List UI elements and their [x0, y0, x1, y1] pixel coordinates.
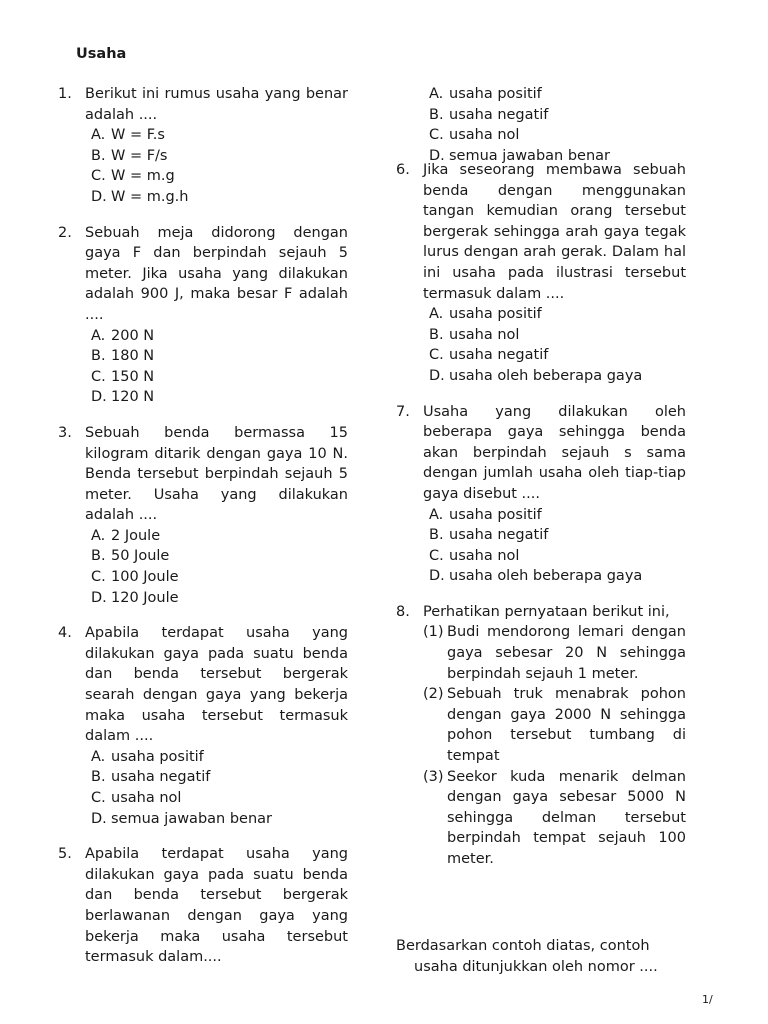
question-text: Apabila terdapat usaha yang dilakukan gaya pada suatu benda dan benda tersebut bergerak berlawanan dengan gaya yang bekerja maka usaha tersebut termasuk dalam....	[85, 846, 348, 966]
option-d: D. 120 N	[91, 389, 155, 406]
option-a: A. usaha positif	[429, 86, 542, 102]
question-text: Perhatikan pernyataan berikut ini,	[423, 603, 670, 620]
statement-2: (2) Sebuah truk menabrak pohon dengan gaya 2000 N sehingga pohon tersebut tumbang di tempat	[423, 686, 686, 765]
option-b: B. W = F/s	[91, 147, 168, 164]
question-number: 5.	[58, 846, 72, 863]
final-question-line-2: usaha ditunjukkan oleh nomor ....	[414, 958, 658, 975]
question-3	[58, 423, 348, 608]
page-number: 1/	[702, 993, 713, 1006]
option-c: C. usaha nol	[429, 547, 520, 564]
option-d: D. usaha oleh beberapa gaya	[429, 568, 643, 585]
option-d: D. usaha oleh beberapa gaya	[429, 367, 643, 384]
option-b: B. usaha negatif	[91, 769, 211, 786]
option-b: B. usaha nol	[429, 326, 520, 343]
question-number: 4.	[58, 625, 72, 642]
statement-1: (1) Budi mendorong lemari dengan gaya sebesar 20 N sehingga berpindah sejauh 1 meter.	[423, 624, 686, 682]
question-text: Apabila terdapat usaha yang dilakukan gaya pada suatu benda dan benda tersebut bergerak searah dengan gaya yang bekerja maka usaha tersebut termasuk dalam ....	[85, 625, 348, 745]
question-1	[58, 84, 348, 208]
question-number: 7.	[396, 403, 410, 420]
question-text: Usaha yang dilakukan oleh beberapa gaya sehingga benda akan berpindah sejauh s sama dengan jumlah usaha oleh tiap-tiap gaya disebut ....	[423, 403, 686, 502]
option-c: C. 100 Joule	[91, 569, 179, 586]
question-2	[58, 223, 348, 408]
question-6	[396, 160, 686, 387]
question-number: 3.	[58, 424, 72, 441]
option-a: A. usaha positif	[91, 748, 204, 765]
question-number: 8.	[396, 603, 410, 620]
question-text: Sebuah benda bermassa 15 kilogram ditarik dengan gaya 10 N. Benda tersebut berpindah sejauh 5 meter. Usaha yang dilakukan adalah ....	[85, 424, 348, 524]
option-a: A. 200 N	[91, 327, 155, 344]
question-text: Berikut ini rumus usaha yang benar adalah ....	[85, 86, 348, 123]
option-c: C. usaha negatif	[429, 347, 549, 364]
question-text: Sebuah meja didorong dengan gaya F dan berpindah sejauh 5 meter. Jika usaha yang dilakukan adalah 900 J, maka besar F adalah ....	[85, 224, 348, 323]
left-column	[58, 84, 348, 983]
statement-list	[423, 622, 686, 869]
final-question-line-1: Berdasarkan contoh diatas, contoh	[396, 938, 650, 954]
option-b: B. 180 N	[91, 348, 155, 365]
option-c: C. usaha nol	[91, 790, 182, 806]
option-a: A. usaha positif	[429, 306, 542, 323]
option-d: D. W = m.g.h	[91, 188, 189, 205]
option-d: D. 120 Joule	[91, 589, 179, 606]
option-a: A. W = F.s	[91, 127, 165, 144]
option-d: D. semua jawaban benar	[429, 147, 610, 164]
option-c: C. usaha nol	[429, 127, 520, 144]
question-number: 6.	[396, 162, 410, 178]
question-number: 2.	[58, 224, 72, 241]
final-question	[396, 936, 696, 977]
question-5	[58, 844, 348, 968]
option-c: C. W = m.g	[91, 168, 175, 185]
question-4	[58, 623, 348, 829]
question-7	[396, 402, 686, 587]
option-b: B. 50 Joule	[91, 548, 170, 565]
page-title: Usaha	[76, 46, 127, 62]
option-b: B. usaha negatif	[429, 106, 549, 123]
statement-3: (3) Seekor kuda menarik delman dengan gaya sebesar 5000 N sehingga delman tersebut berpindah tempat sejauh 100 meter.	[423, 768, 686, 867]
option-b: B. usaha negatif	[429, 527, 549, 544]
option-a: A. 2 Joule	[91, 527, 161, 544]
option-c: C. 150 N	[91, 368, 155, 385]
question-number: 1.	[58, 86, 72, 102]
question-8	[396, 602, 686, 870]
right-column	[396, 84, 686, 885]
question-text: Jika seseorang membawa sebuah benda dengan menggunakan tangan kemudian orang tersebut bergerak sehingga arah gaya tegak lurus dengan arah gerak. Dalam hal ini usaha pada ilustrasi tersebut termasuk dalam ....	[423, 162, 686, 302]
option-a: A. usaha positif	[429, 506, 542, 523]
option-d: D. semua jawaban benar	[91, 810, 272, 827]
